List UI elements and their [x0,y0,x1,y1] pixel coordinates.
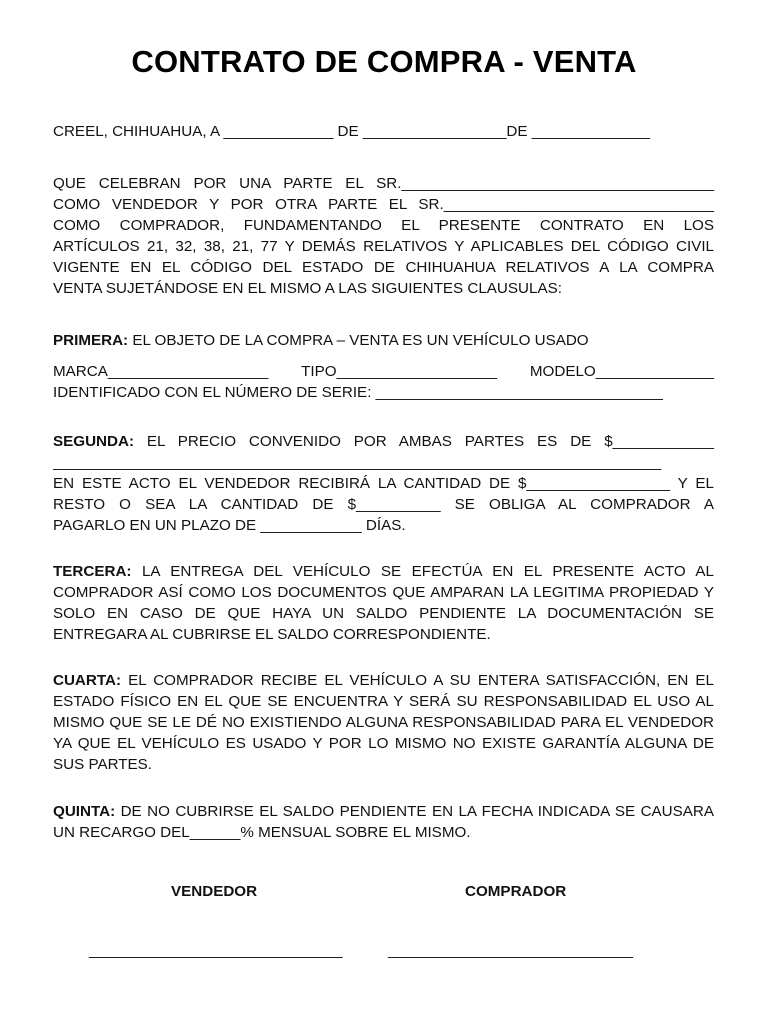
clause-label: QUINTA: [53,803,116,820]
intro-line: COMO COMPRADOR, FUNDAMENTANDO EL PRESENTE CONTRATO EN LOS [53,217,714,234]
clause-text: EL PRECIO CONVENIDO POR AMBAS PARTES ES DE $____________ [134,433,714,450]
intro-paragraph [53,173,714,299]
intro-line: ARTÍCULOS 21, 32, 38, 21, 77 Y DEMÁS RELATIVOS Y APLICABLES DEL CÓDIGO CIVIL [53,238,714,255]
document-title: CONTRATO DE COMPRA - VENTA [131,44,637,79]
intro-line: VIGENTE EN EL CÓDIGO DEL ESTADO DE CHIHUAHUA RELATIVOS A LA COMPRA [53,259,714,276]
modelo-field: MODELO______________ [529,363,714,380]
clause-text: EL COMPRADOR RECIBE EL VEHÍCULO A SU ENTERA SATISFACCIÓN, EN EL ESTADO FÍSICO EN EL QUE SE ENCUENTRA Y SERÁ SU RESPONSABILIDAD EL USO AL MISMO QUE SE LE DÉ NO EXISTIENDO ALGUNA RESPONSABILIDAD PARA EL VENDEDOR YA QUE EL VEHÍCULO ES USADO Y POR LO MISMO NO EXISTE GARANTÍA ALGUNA DE SUS PARTES. [53,672,714,773]
place-date-line: CREEL, CHIHUAHUA, A _____________ DE _________________DE ______________ [53,123,650,140]
seller-signature-line: ______________________________ [89,942,343,959]
clause-label: CUARTA: [53,672,122,689]
clause-line: RESTO O SEA LA CANTIDAD DE $__________ SE OBLIGA AL COMPRADOR A [53,496,714,513]
vehicle-fields-row [53,361,714,382]
marca-field: MARCA___________________ [53,363,269,380]
clause-text: EL OBJETO DE LA COMPRA – VENTA ES UN VEHÍCULO USADO [128,332,589,349]
tipo-field: TIPO___________________ [301,363,498,380]
intro-line: COMO VENDEDOR Y POR OTRA PARTE EL SR.________________________________ [53,196,714,213]
clause-line: EN ESTE ACTO EL VENDEDOR RECIBIRÁ LA CANTIDAD DE $_________________ Y EL [53,475,714,492]
buyer-signature-line: _____________________________ [388,942,633,959]
clause-label: PRIMERA: [53,332,129,349]
clause-label: TERCERA: [53,563,132,580]
intro-line: QUE CELEBRAN POR UNA PARTE EL SR._____________________________________ [53,175,714,192]
intro-line: VENTA SUJETÁNDOSE EN EL MISMO A LAS SIGUIENTES CLAUSULAS: [53,280,562,297]
serie-field: IDENTIFICADO CON EL NÚMERO DE SERIE: __________________________________ [53,384,663,401]
clause-tercera [53,561,714,645]
clause-cuarta [53,670,714,775]
clause-text: DE NO CUBRIRSE EL SALDO PENDIENTE EN LA FECHA INDICADA SE CAUSARA UN RECARGO DEL______% MENSUAL SOBRE EL MISMO. [53,803,714,841]
buyer-signature-label: COMPRADOR [465,883,567,900]
clause-line: PAGARLO EN UN PLAZO DE ____________ DÍAS. [53,517,406,534]
seller-signature-label: VENDEDOR [171,883,258,900]
clause-quinta [53,801,714,843]
price-blank-line: ________________________________________________________________________ [53,454,662,471]
clause-label: SEGUNDA: [53,433,135,450]
clause-text: LA ENTREGA DEL VEHÍCULO SE EFECTÚA EN EL PRESENTE ACTO AL COMPRADOR ASÍ COMO LOS DOCUMENTOS QUE AMPARAN LA LEGITIMA PROPIEDAD Y SOLO EN CASO DE QUE HAYA UN SALDO PENDIENTE LA DOCUMENTACIÓN SE ENTREGARA AL CUBRIRSE EL SALDO CORRESPONDIENTE. [53,563,714,643]
clause-segunda [53,431,714,536]
clause-primera [53,330,714,351]
